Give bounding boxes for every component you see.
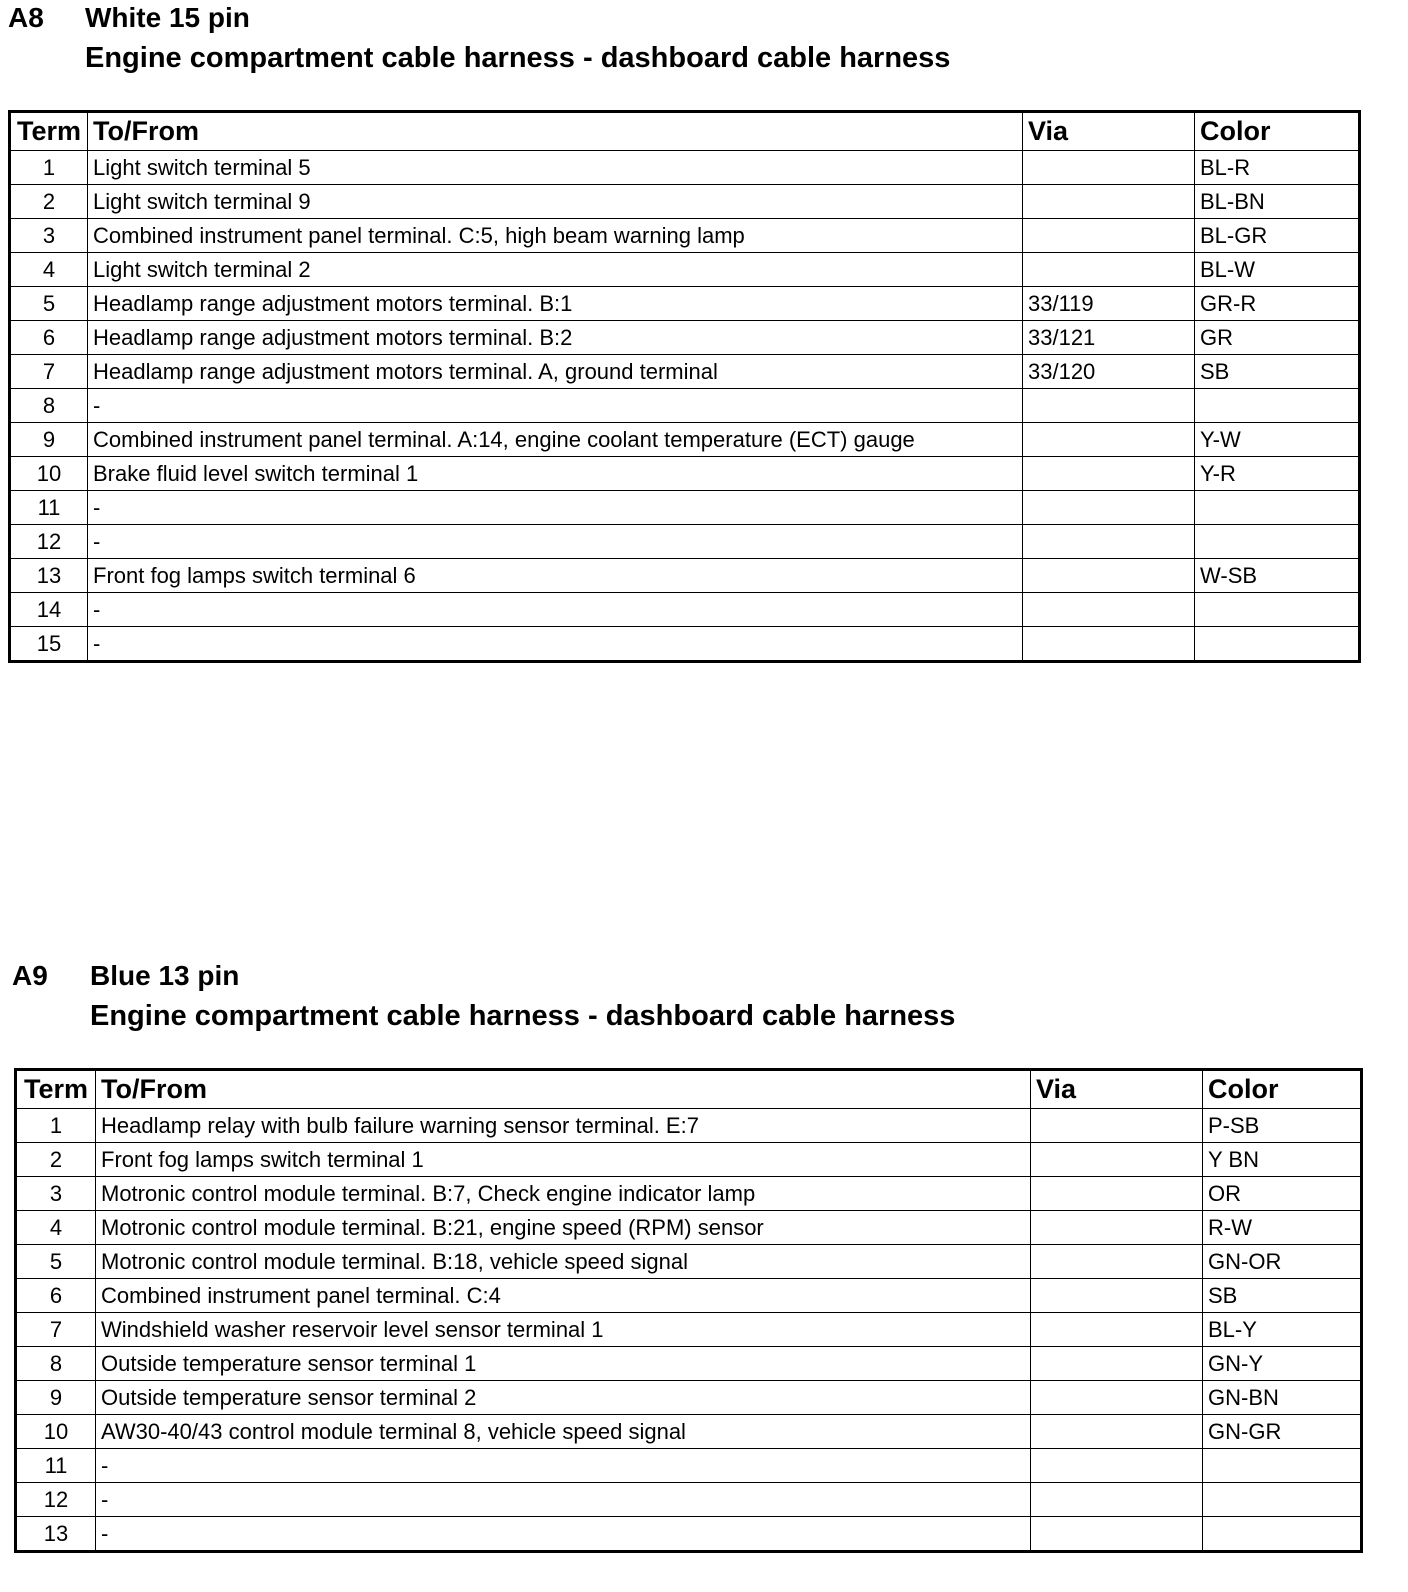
color-cell: [1203, 1449, 1362, 1483]
tofrom-cell: Motronic control module terminal. B:18, vehicle speed signal: [96, 1245, 1031, 1279]
table-row: [16, 1109, 1362, 1143]
color-cell: SB: [1195, 355, 1360, 389]
via-cell: [1023, 559, 1195, 593]
connector-title: Blue 13 pin: [90, 960, 240, 991]
via-cell: [1023, 525, 1195, 559]
tofrom-cell: Windshield washer reservoir level sensor terminal 1: [96, 1313, 1031, 1347]
term-cell: 6: [16, 1279, 96, 1313]
tofrom-cell: Light switch terminal 5: [88, 151, 1023, 185]
tofrom-cell: Combined instrument panel terminal. C:5, high beam warning lamp: [88, 219, 1023, 253]
via-cell: [1023, 457, 1195, 491]
connector-id: A8: [8, 2, 44, 33]
color-cell: GN-GR: [1203, 1415, 1362, 1449]
term-cell: 10: [10, 457, 88, 491]
tofrom-cell: -: [96, 1449, 1031, 1483]
table-row: [10, 491, 1360, 525]
via-cell: [1031, 1211, 1203, 1245]
color-cell: R-W: [1203, 1211, 1362, 1245]
tofrom-cell: Front fog lamps switch terminal 6: [88, 559, 1023, 593]
tofrom-cell: Outside temperature sensor terminal 1: [96, 1347, 1031, 1381]
via-cell: [1031, 1517, 1203, 1552]
harness-subtitle: Engine compartment cable harness - dashboard cable harness: [90, 1000, 956, 1032]
via-cell: [1031, 1449, 1203, 1483]
header-term: Term: [16, 1070, 96, 1109]
term-cell: 7: [16, 1313, 96, 1347]
color-cell: BL-R: [1195, 151, 1360, 185]
table-row: [10, 321, 1360, 355]
tofrom-cell: Motronic control module terminal. B:7, Check engine indicator lamp: [96, 1177, 1031, 1211]
table-row: [10, 185, 1360, 219]
tofrom-cell: Light switch terminal 2: [88, 253, 1023, 287]
color-cell: W-SB: [1195, 559, 1360, 593]
color-cell: P-SB: [1203, 1109, 1362, 1143]
via-cell: [1031, 1245, 1203, 1279]
color-cell: BL-BN: [1195, 185, 1360, 219]
tofrom-cell: -: [88, 525, 1023, 559]
term-cell: 2: [10, 185, 88, 219]
term-cell: 1: [16, 1109, 96, 1143]
term-cell: 14: [10, 593, 88, 627]
via-cell: 33/120: [1023, 355, 1195, 389]
term-cell: 11: [10, 491, 88, 525]
term-cell: 3: [10, 219, 88, 253]
term-cell: 2: [16, 1143, 96, 1177]
term-cell: 11: [16, 1449, 96, 1483]
tofrom-cell: Motronic control module terminal. B:21, engine speed (RPM) sensor: [96, 1211, 1031, 1245]
color-cell: Y BN: [1203, 1143, 1362, 1177]
color-cell: GN-BN: [1203, 1381, 1362, 1415]
header-tofrom: To/From: [96, 1070, 1031, 1109]
via-cell: [1023, 593, 1195, 627]
table-header-row: [10, 112, 1360, 151]
table-row: [10, 423, 1360, 457]
via-cell: [1031, 1177, 1203, 1211]
term-cell: 12: [10, 525, 88, 559]
color-cell: GR: [1195, 321, 1360, 355]
tofrom-cell: Headlamp range adjustment motors terminal. A, ground terminal: [88, 355, 1023, 389]
via-cell: [1023, 491, 1195, 525]
via-cell: [1031, 1381, 1203, 1415]
tofrom-cell: Headlamp relay with bulb failure warning sensor terminal. E:7: [96, 1109, 1031, 1143]
via-cell: [1023, 253, 1195, 287]
tofrom-cell: -: [88, 491, 1023, 525]
table-row: [16, 1449, 1362, 1483]
tofrom-cell: -: [88, 593, 1023, 627]
tofrom-cell: Headlamp range adjustment motors terminal. B:1: [88, 287, 1023, 321]
term-cell: 10: [16, 1415, 96, 1449]
via-cell: [1031, 1483, 1203, 1517]
table-row: [16, 1177, 1362, 1211]
term-cell: 5: [16, 1245, 96, 1279]
header-color: Color: [1195, 112, 1360, 151]
color-cell: OR: [1203, 1177, 1362, 1211]
via-cell: [1031, 1347, 1203, 1381]
term-cell: 6: [10, 321, 88, 355]
term-cell: 12: [16, 1483, 96, 1517]
via-cell: [1023, 627, 1195, 662]
table-row: [10, 593, 1360, 627]
table-row: [16, 1143, 1362, 1177]
table-row: [10, 151, 1360, 185]
table-row: [10, 627, 1360, 662]
tofrom-cell: Headlamp range adjustment motors terminal. B:2: [88, 321, 1023, 355]
color-cell: [1195, 525, 1360, 559]
tofrom-cell: -: [88, 627, 1023, 662]
tofrom-cell: Light switch terminal 9: [88, 185, 1023, 219]
color-cell: [1203, 1483, 1362, 1517]
term-cell: 4: [16, 1211, 96, 1245]
color-cell: [1203, 1517, 1362, 1552]
color-cell: [1195, 593, 1360, 627]
via-cell: [1031, 1109, 1203, 1143]
term-cell: 8: [10, 389, 88, 423]
tofrom-cell: Outside temperature sensor terminal 2: [96, 1381, 1031, 1415]
via-cell: [1031, 1279, 1203, 1313]
color-cell: [1195, 627, 1360, 662]
term-cell: 1: [10, 151, 88, 185]
term-cell: 3: [16, 1177, 96, 1211]
color-cell: [1195, 491, 1360, 525]
table-row: [10, 525, 1360, 559]
color-cell: SB: [1203, 1279, 1362, 1313]
table-row: [10, 457, 1360, 491]
term-cell: 4: [10, 253, 88, 287]
pin-table: [14, 1068, 1363, 1553]
header-via: Via: [1031, 1070, 1203, 1109]
tofrom-cell: Combined instrument panel terminal. C:4: [96, 1279, 1031, 1313]
color-cell: GN-Y: [1203, 1347, 1362, 1381]
via-cell: [1031, 1415, 1203, 1449]
table-row: [16, 1381, 1362, 1415]
tofrom-cell: AW30-40/43 control module terminal 8, vehicle speed signal: [96, 1415, 1031, 1449]
table-row: [16, 1211, 1362, 1245]
table-row: [10, 559, 1360, 593]
via-cell: [1023, 185, 1195, 219]
table-row: [16, 1415, 1362, 1449]
harness-subtitle: Engine compartment cable harness - dashboard cable harness: [85, 42, 951, 74]
header-via: Via: [1023, 112, 1195, 151]
term-cell: 13: [10, 559, 88, 593]
header-term: Term: [10, 112, 88, 151]
term-cell: 9: [16, 1381, 96, 1415]
tofrom-cell: -: [88, 389, 1023, 423]
header-color: Color: [1203, 1070, 1362, 1109]
table-row: [10, 287, 1360, 321]
table-row: [10, 389, 1360, 423]
table-row: [16, 1347, 1362, 1381]
header-tofrom: To/From: [88, 112, 1023, 151]
connector-id: A9: [12, 960, 48, 991]
color-cell: BL-Y: [1203, 1313, 1362, 1347]
tofrom-cell: Front fog lamps switch terminal 1: [96, 1143, 1031, 1177]
via-cell: [1031, 1313, 1203, 1347]
color-cell: Y-R: [1195, 457, 1360, 491]
color-cell: [1195, 389, 1360, 423]
tofrom-cell: -: [96, 1483, 1031, 1517]
table-row: [16, 1517, 1362, 1552]
term-cell: 9: [10, 423, 88, 457]
via-cell: [1023, 151, 1195, 185]
color-cell: BL-GR: [1195, 219, 1360, 253]
term-cell: 8: [16, 1347, 96, 1381]
term-cell: 7: [10, 355, 88, 389]
via-cell: 33/119: [1023, 287, 1195, 321]
via-cell: [1023, 219, 1195, 253]
table-row: [16, 1279, 1362, 1313]
term-cell: 5: [10, 287, 88, 321]
table-row: [16, 1245, 1362, 1279]
color-cell: Y-W: [1195, 423, 1360, 457]
tofrom-cell: Brake fluid level switch terminal 1: [88, 457, 1023, 491]
term-cell: 13: [16, 1517, 96, 1552]
table-row: [10, 355, 1360, 389]
table-row: [16, 1483, 1362, 1517]
color-cell: GN-OR: [1203, 1245, 1362, 1279]
term-cell: 15: [10, 627, 88, 662]
tofrom-cell: -: [96, 1517, 1031, 1552]
via-cell: 33/121: [1023, 321, 1195, 355]
table-row: [16, 1313, 1362, 1347]
connector-title: White 15 pin: [85, 2, 250, 33]
via-cell: [1031, 1143, 1203, 1177]
table-header-row: [16, 1070, 1362, 1109]
via-cell: [1023, 389, 1195, 423]
table-row: [10, 253, 1360, 287]
tofrom-cell: Combined instrument panel terminal. A:14, engine coolant temperature (ECT) gauge: [88, 423, 1023, 457]
table-row: [10, 219, 1360, 253]
pin-table: [8, 110, 1361, 663]
color-cell: BL-W: [1195, 253, 1360, 287]
color-cell: GR-R: [1195, 287, 1360, 321]
via-cell: [1023, 423, 1195, 457]
